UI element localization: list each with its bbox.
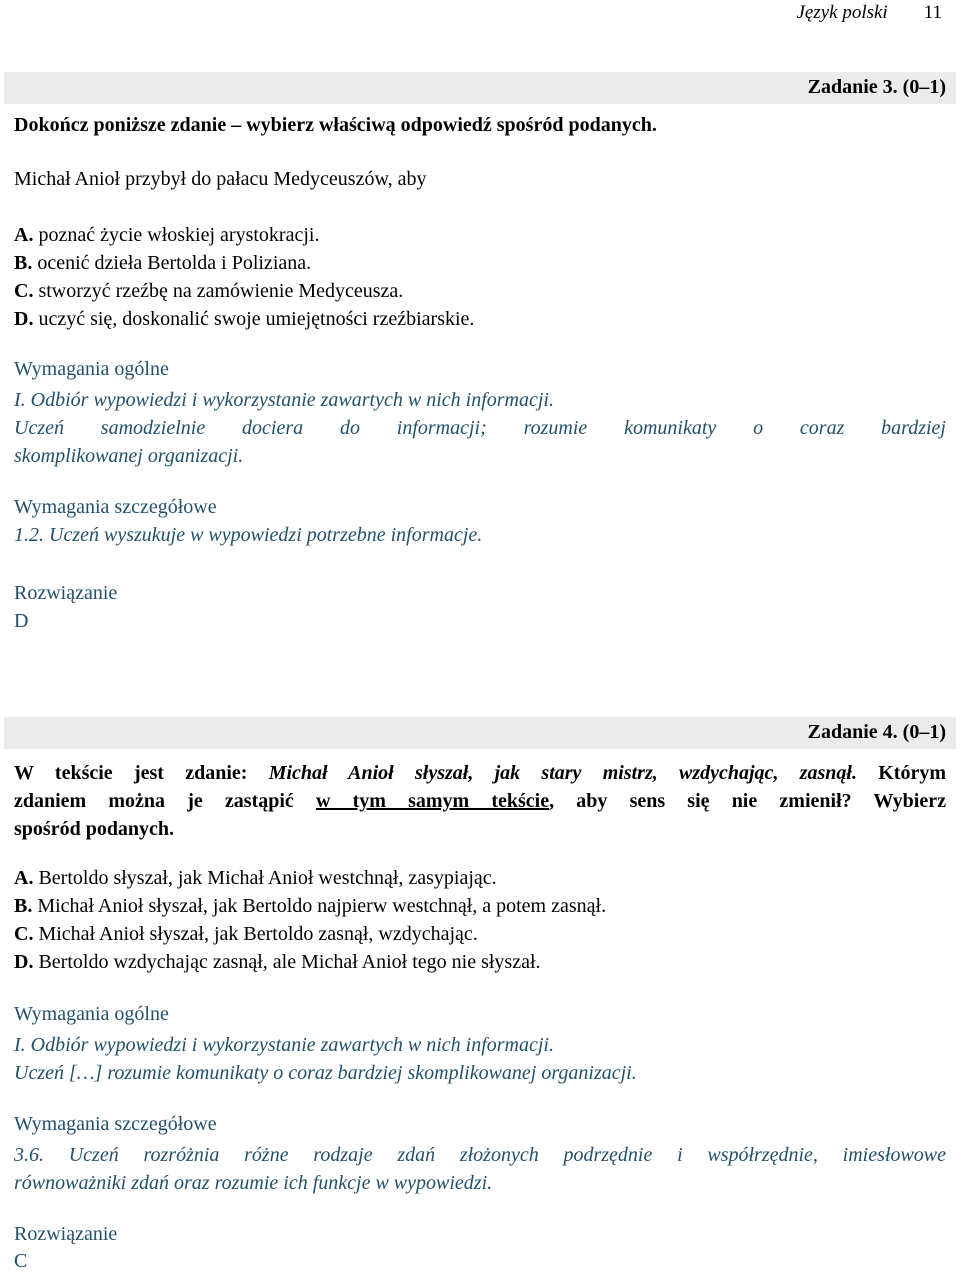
task-4-general-text <box>14 1031 946 1087</box>
option-letter: B. <box>14 895 33 917</box>
question-text: zdaniem można je zastąpić <box>14 790 316 812</box>
task-3-general-text <box>14 386 946 470</box>
subject-title: Język polski <box>796 2 888 23</box>
task-4-solution: C <box>14 1250 28 1272</box>
task-4-detailed-text <box>14 1141 946 1197</box>
option-text: Bertoldo wzdychając zasnął, ale Michał Anioł tego nie słyszał. <box>38 951 541 973</box>
task-3-general-heading: Wymagania ogólne <box>14 358 169 380</box>
task-4-option-d <box>14 951 541 974</box>
task-4-solution-heading: Rozwiązanie <box>14 1223 118 1245</box>
task-3-option-a <box>14 224 319 247</box>
option-letter: C. <box>14 923 34 945</box>
option-text: ocenić dzieła Bertolda i Poliziana. <box>37 252 312 274</box>
page-header <box>796 2 942 24</box>
general-line: Uczeń samodzielnie dociera do informacji; rozumie komunikaty o coraz bardziej <box>14 417 946 439</box>
general-line: Uczeń […] rozumie komunikaty o coraz bardziej skomplikowanej organizacji. <box>14 1062 637 1084</box>
question-text: W tekście jest zdanie: <box>14 762 269 784</box>
task-3-option-d <box>14 308 474 331</box>
task-3-option-b <box>14 252 311 275</box>
question-line <box>14 759 946 787</box>
question-underlined: w tym samym tekście <box>315 790 550 812</box>
task-3-detailed-text: 1.2. Uczeń wyszukuje w wypowiedzi potrzebne informacje. <box>14 524 483 546</box>
detailed-line: równoważniki zdań oraz rozumie ich funkcje w wypowiedzi. <box>14 1172 493 1194</box>
task-4-detailed-heading: Wymagania szczegółowe <box>14 1113 217 1135</box>
page-number: 11 <box>923 2 942 23</box>
question-line: spośród podanych. <box>14 818 175 840</box>
option-letter: B. <box>14 252 33 274</box>
option-text: Michał Anioł słyszał, jak Bertoldo najpierw westchnął, a potem zasnął. <box>37 895 607 917</box>
option-letter: A. <box>14 224 34 246</box>
task-3-label: Zadanie 3. (0–1) <box>807 76 946 98</box>
option-text: Bertoldo słyszał, jak Michał Anioł westchnął, zasypiając. <box>38 867 497 889</box>
detailed-line: 3.6. Uczeń rozróżnia różne rodzaje zdań złożonych podrzędnie i współrzędnie, imiesłowowe <box>14 1144 946 1166</box>
general-line: skomplikowanej organizacji. <box>14 445 244 467</box>
task-3-option-c <box>14 280 403 303</box>
option-letter: C. <box>14 280 34 302</box>
task-3-detailed-heading: Wymagania szczegółowe <box>14 496 217 518</box>
task-4-question <box>14 759 946 843</box>
task-3-solution: D <box>14 610 29 632</box>
task-4-label: Zadanie 4. (0–1) <box>807 721 946 743</box>
option-letter: A. <box>14 867 34 889</box>
option-text: poznać życie włoskiej arystokracji. <box>38 224 320 246</box>
question-text: Którym <box>856 762 946 784</box>
task-3-instruction: Dokończ poniższe zdanie – wybierz właściwą odpowiedź spośród podanych. <box>14 114 657 136</box>
general-line: I. Odbiór wypowiedzi i wykorzystanie zawartych w nich informacji. <box>14 389 554 411</box>
task-3-solution-heading: Rozwiązanie <box>14 582 118 604</box>
option-text: stworzyć rzeźbę na zamówienie Medyceusza. <box>38 280 404 302</box>
task-3-stem: Michał Anioł przybył do pałacu Medyceuszów, aby <box>14 168 427 190</box>
task-4-option-a <box>14 867 497 890</box>
option-letter: D. <box>14 951 34 973</box>
task-4-option-b <box>14 895 606 918</box>
task-4-option-c <box>14 923 478 946</box>
question-quote: Michał Anioł słyszał, jak stary mistrz, wzdychając, zasnął. <box>268 762 857 784</box>
option-text: Michał Anioł słyszał, jak Bertoldo zasnął, wzdychając. <box>38 923 478 945</box>
question-line <box>14 787 946 815</box>
general-line: I. Odbiór wypowiedzi i wykorzystanie zawartych w nich informacji. <box>14 1034 554 1056</box>
option-letter: D. <box>14 308 34 330</box>
task-4-general-heading: Wymagania ogólne <box>14 1003 169 1025</box>
question-text: , aby sens się nie zmienił? Wybierz <box>549 790 946 812</box>
option-text: uczyć się, doskonalić swoje umiejętności rzeźbiarskie. <box>38 308 475 330</box>
